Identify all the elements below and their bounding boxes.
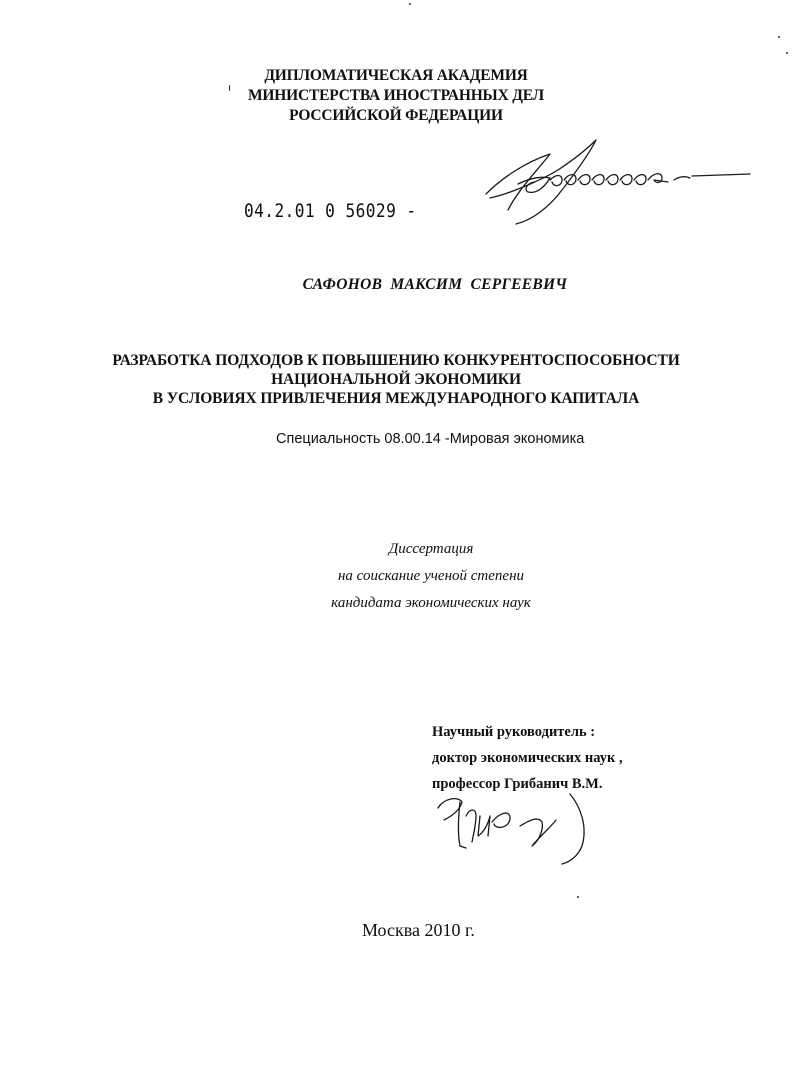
scan-speck [409, 3, 411, 5]
scan-speck [229, 85, 230, 91]
advisor-label: Научный руководитель : [432, 724, 596, 740]
specialty: Специальность 08.00.14 -Мировая экономика [276, 431, 585, 447]
scan-speck [786, 52, 788, 54]
institution-line-1: ДИПЛОМАТИЧЕСКАЯ АКАДЕМИЯ [264, 67, 528, 84]
scan-speck [778, 36, 780, 38]
institution-line-2: МИНИСТЕРСТВА ИНОСТРАННЫХ ДЕЛ [247, 87, 544, 104]
advisor-degree: доктор экономических наук , [432, 750, 623, 766]
registration-number: 04.2.01 0 56029 - [244, 200, 417, 222]
dissertation-type [0, 536, 792, 617]
title-line-3: В УСЛОВИЯХ ПРИВЛЕЧЕНИЯ МЕЖДУНАРОДНОГО КАПИТАЛА [152, 390, 640, 407]
author-signature [478, 132, 758, 232]
dissertation-title [0, 351, 792, 408]
dissertation-line-1: Диссертация [388, 541, 474, 557]
institution-header [0, 66, 792, 126]
dissertation-line-3: кандидата экономических наук [331, 595, 531, 611]
institution-line-3: РОССИЙСКОЙ ФЕДЕРАЦИИ [289, 107, 503, 124]
title-line-1: РАЗРАБОТКА ПОДХОДОВ К ПОВЫШЕНИЮ КОНКУРЕНТОСПОСОБНОСТИ [112, 352, 680, 369]
advisor-name: профессор Грибанич В.М. [432, 776, 603, 792]
author-name: САФОНОВ МАКСИМ СЕРГЕЕВИЧ [302, 276, 568, 293]
scan-speck [577, 896, 579, 898]
title-line-2: НАЦИОНАЛЬНОЙ ЭКОНОМИКИ [271, 371, 521, 388]
dissertation-line-2: на соискание ученой степени [337, 568, 525, 584]
advisor-signature [430, 786, 600, 866]
city-year: Москва 2010 г. [362, 920, 475, 940]
